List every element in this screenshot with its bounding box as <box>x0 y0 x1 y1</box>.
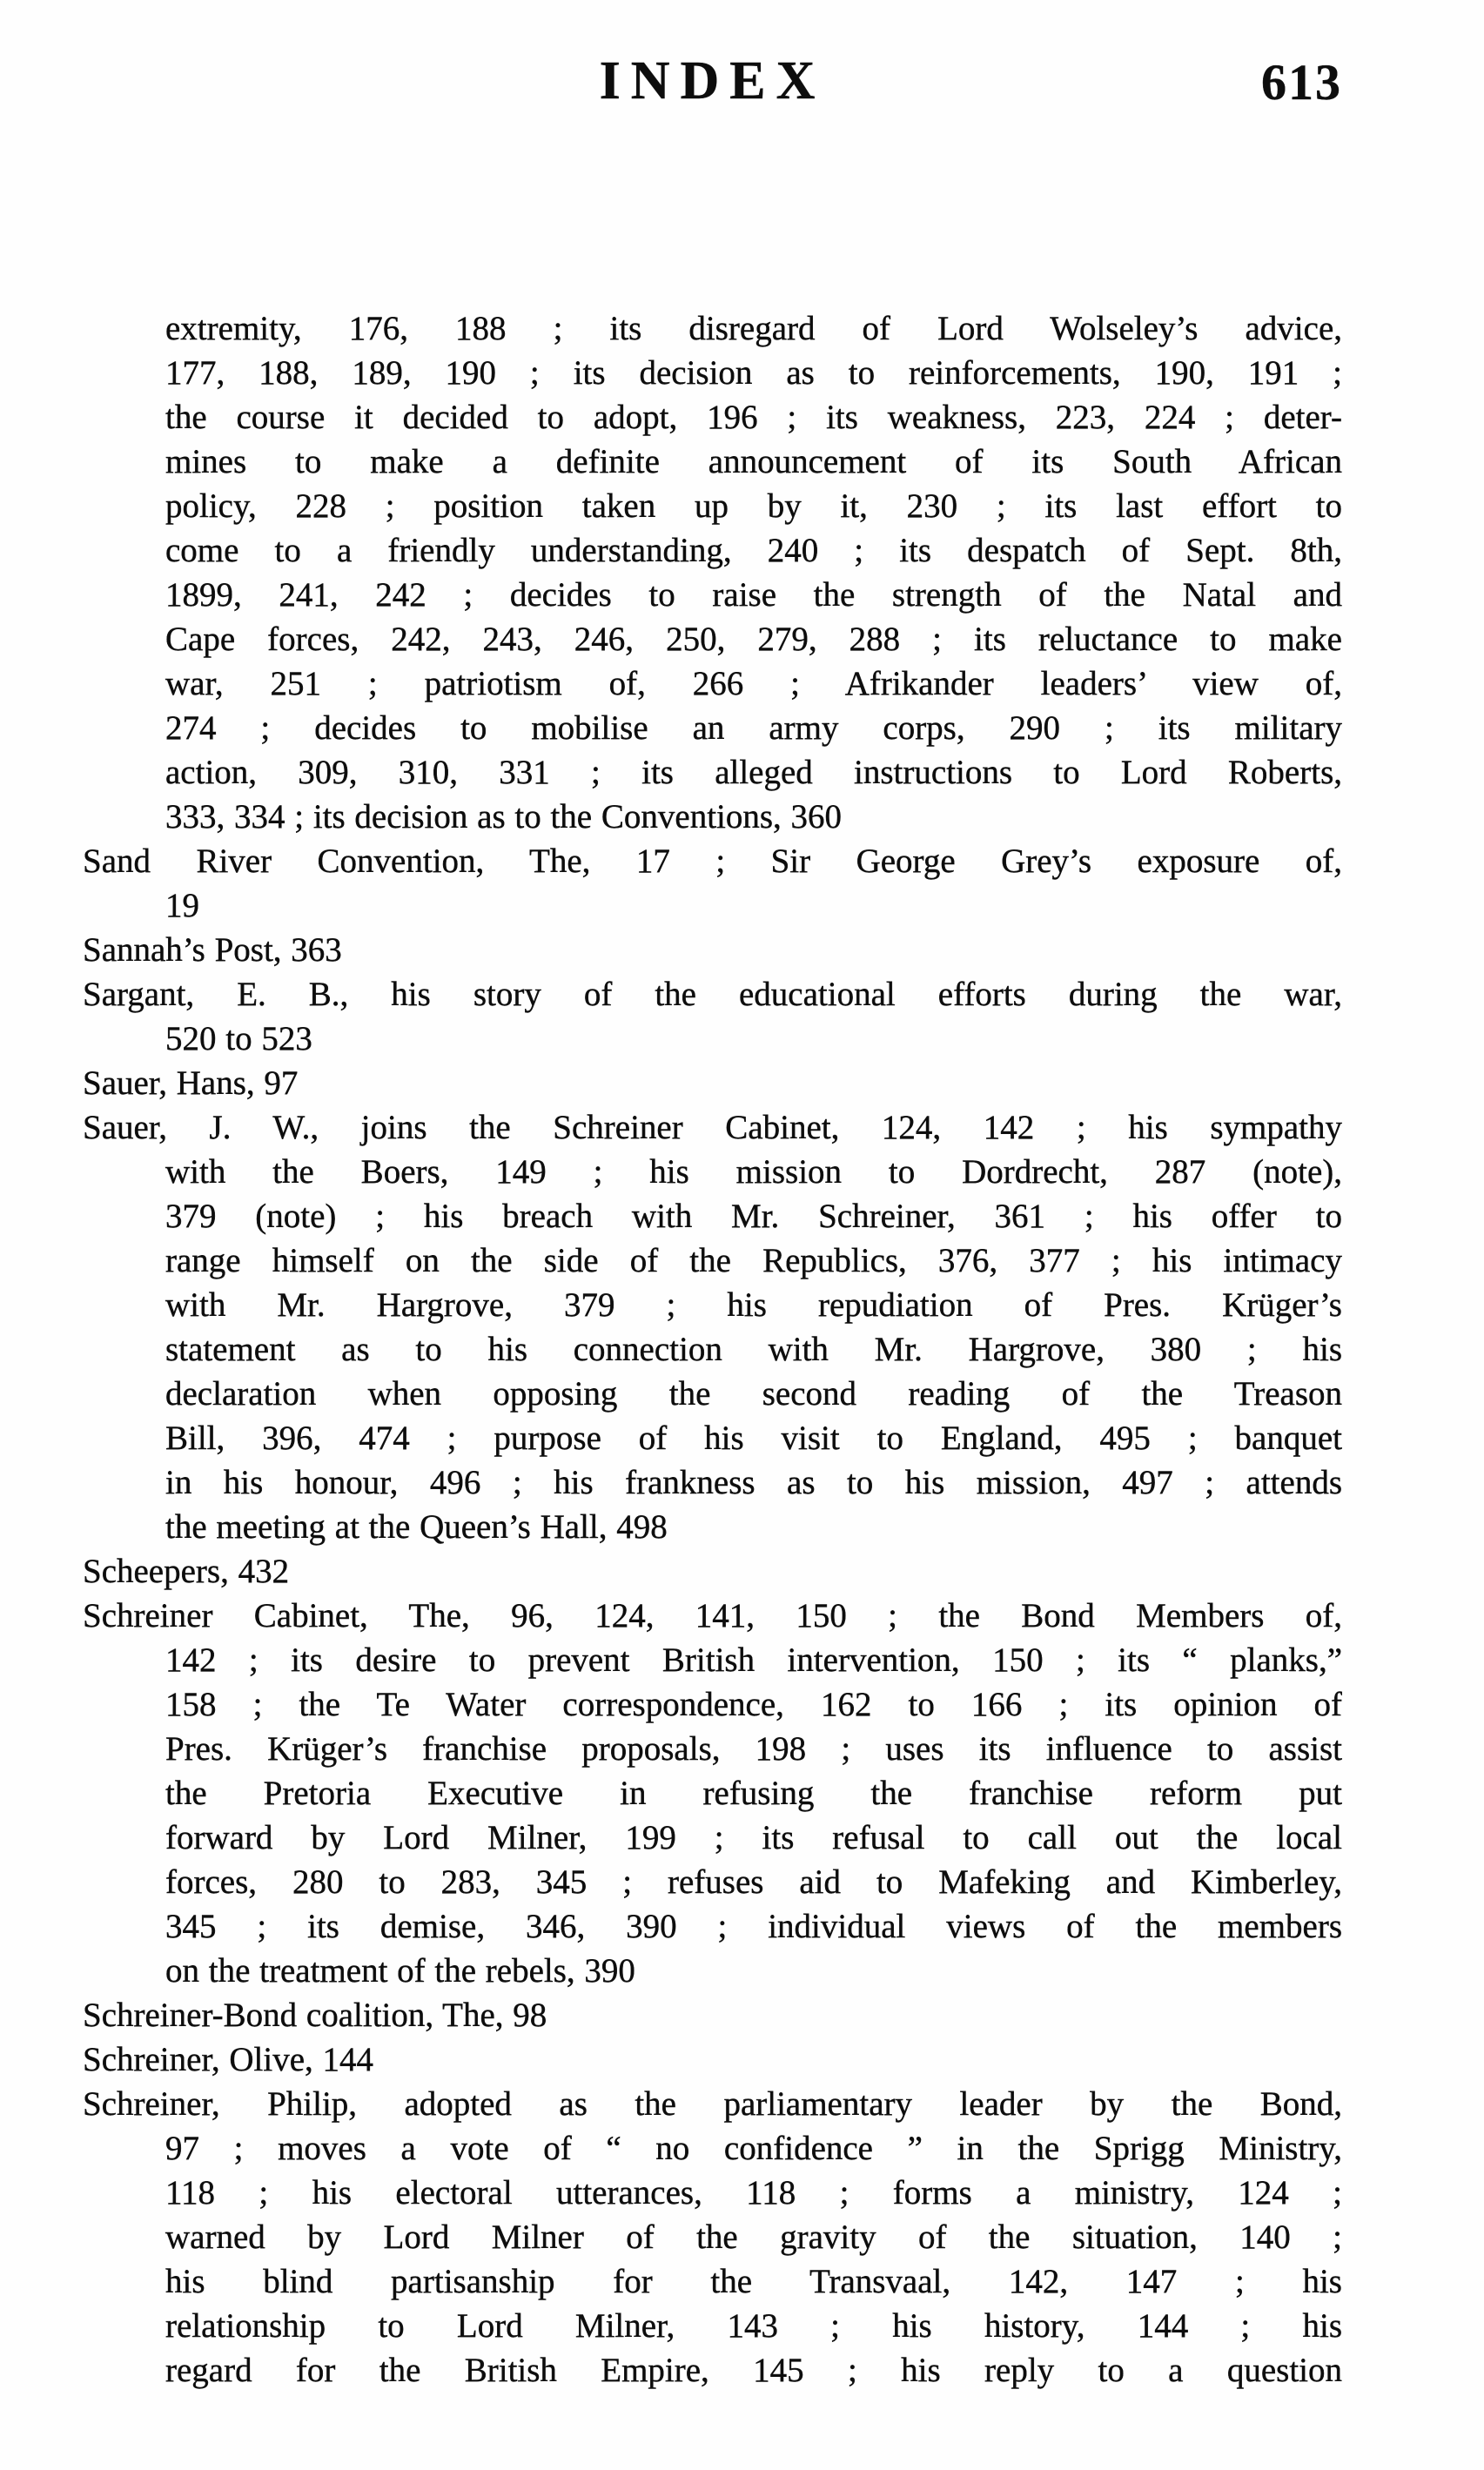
index-line: 19 <box>165 887 199 924</box>
index-line: Schreiner-Bond coalition, The, 98 <box>83 1997 547 2034</box>
index-line: Sand River Convention, The, 17 ; Sir George Grey’s exposure of, <box>83 842 1342 880</box>
index-entry <box>83 839 1342 928</box>
index-line: Schreiner, Olive, 144 <box>83 2041 374 2078</box>
page-number: 613 <box>1261 54 1342 111</box>
index-entry <box>83 306 1342 839</box>
index-line: 345 ; its demise, 346, 390 ; individual views of the members <box>165 1908 1342 1945</box>
index-line: 158 ; the Te Water correspondence, 162 to 166 ; its opinion of <box>165 1686 1342 1723</box>
index-line: war, 251 ; patriotism of, 266 ; Afrikander leaders’ view of, <box>165 665 1342 702</box>
index-line: extremity, 176, 188 ; its disregard of Lord Wolseley’s advice, <box>165 310 1342 347</box>
index-line: Cape forces, 242, 243, 246, 250, 279, 288 ; its reluctance to make <box>165 621 1342 658</box>
index-line: 379 (note) ; his breach with Mr. Schreiner, 361 ; his offer to <box>165 1198 1342 1235</box>
index-line: range himself on the side of the Republics, 376, 377 ; his intimacy <box>165 1242 1342 1279</box>
index-line: the course it decided to adopt, 196 ; its weakness, 223, 224 ; deter- <box>165 399 1342 436</box>
index-line: declaration when opposing the second reading of the Treason <box>165 1375 1342 1413</box>
index-line: 1899, 241, 242 ; decides to raise the strength of the Natal and <box>165 576 1342 614</box>
index-line: relationship to Lord Milner, 143 ; his history, 144 ; his <box>165 2307 1342 2345</box>
index-entry <box>83 1993 1342 2037</box>
index-entry <box>83 972 1342 1061</box>
index-line: Sargant, E. B., his story of the educational efforts during the war, <box>83 976 1342 1013</box>
index-line: with Mr. Hargrove, 379 ; his repudiation of Pres. Krüger’s <box>165 1286 1342 1324</box>
index-entry <box>83 1549 1342 1594</box>
index-line: his blind partisanship for the Transvaal, 142, 147 ; his <box>165 2263 1342 2300</box>
index-line: come to a friendly understanding, 240 ; its despatch of Sept. 8th, <box>165 532 1342 569</box>
index-entry <box>83 928 1342 972</box>
index-line: 118 ; his electoral utterances, 118 ; forms a ministry, 124 ; <box>165 2174 1342 2212</box>
index-line: statement as to his connection with Mr. Hargrove, 380 ; his <box>165 1331 1342 1368</box>
index-line: warned by Lord Milner of the gravity of the situation, 140 ; <box>165 2218 1342 2256</box>
index-line: 97 ; moves a vote of “ no confidence ” in the Sprigg Ministry, <box>165 2130 1342 2167</box>
index-line: Scheepers, 432 <box>83 1553 290 1590</box>
running-head <box>83 50 1342 129</box>
index-line: Sauer, Hans, 97 <box>83 1064 299 1102</box>
index-line: 177, 188, 189, 190 ; its decision as to reinforcements, 190, 191 ; <box>165 354 1342 392</box>
index-line: on the treatment of the rebels, 390 <box>165 1952 635 1990</box>
index-line: mines to make a definite announcement of its South African <box>165 443 1342 480</box>
index-line: the meeting at the Queen’s Hall, 498 <box>165 1508 668 1546</box>
index-entry <box>83 1105 1342 1549</box>
index-entry <box>83 1061 1342 1105</box>
index-line: Schreiner, Philip, adopted as the parliamentary leader by the Bond, <box>83 2085 1342 2123</box>
index-line: Sannah’s Post, 363 <box>83 931 342 969</box>
index-line: regard for the British Empire, 145 ; his reply to a question <box>165 2352 1342 2389</box>
index-line: in his honour, 496 ; his frankness as to his mission, 497 ; attends <box>165 1464 1342 1501</box>
index-entry <box>83 2082 1342 2393</box>
index-line: forward by Lord Milner, 199 ; its refusal to call out the local <box>165 1819 1342 1856</box>
index-line: 142 ; its desire to prevent British intervention, 150 ; its “ planks,” <box>165 1641 1342 1679</box>
index-line: policy, 228 ; position taken up by it, 230 ; its last effort to <box>165 487 1342 525</box>
index-line: 274 ; decides to mobilise an army corps, 290 ; its military <box>165 709 1342 747</box>
index-line: the Pretoria Executive in refusing the franchise reform put <box>165 1775 1342 1812</box>
index-line: with the Boers, 149 ; his mission to Dordrecht, 287 (note), <box>165 1153 1342 1191</box>
index-line: 333, 334 ; its decision as to the Conventions, 360 <box>165 798 843 836</box>
index-line: Sauer, J. W., joins the Schreiner Cabinet, 124, 142 ; his sympathy <box>83 1109 1342 1146</box>
index-line: 520 to 523 <box>165 1020 312 1057</box>
index-line: Pres. Krüger’s franchise proposals, 198 ; uses its influence to assist <box>165 1730 1342 1768</box>
index-body <box>83 306 1342 2393</box>
page-title: INDEX <box>599 51 826 111</box>
index-line: forces, 280 to 283, 345 ; refuses aid to Mafeking and Kimberley, <box>165 1863 1342 1901</box>
index-line: Schreiner Cabinet, The, 96, 124, 141, 150 ; the Bond Members of, <box>83 1597 1342 1634</box>
index-line: action, 309, 310, 331 ; its alleged instructions to Lord Roberts, <box>165 754 1342 791</box>
index-entry <box>83 1594 1342 1993</box>
index-line: Bill, 396, 474 ; purpose of his visit to England, 495 ; banquet <box>165 1420 1342 1457</box>
index-entry <box>83 2037 1342 2082</box>
